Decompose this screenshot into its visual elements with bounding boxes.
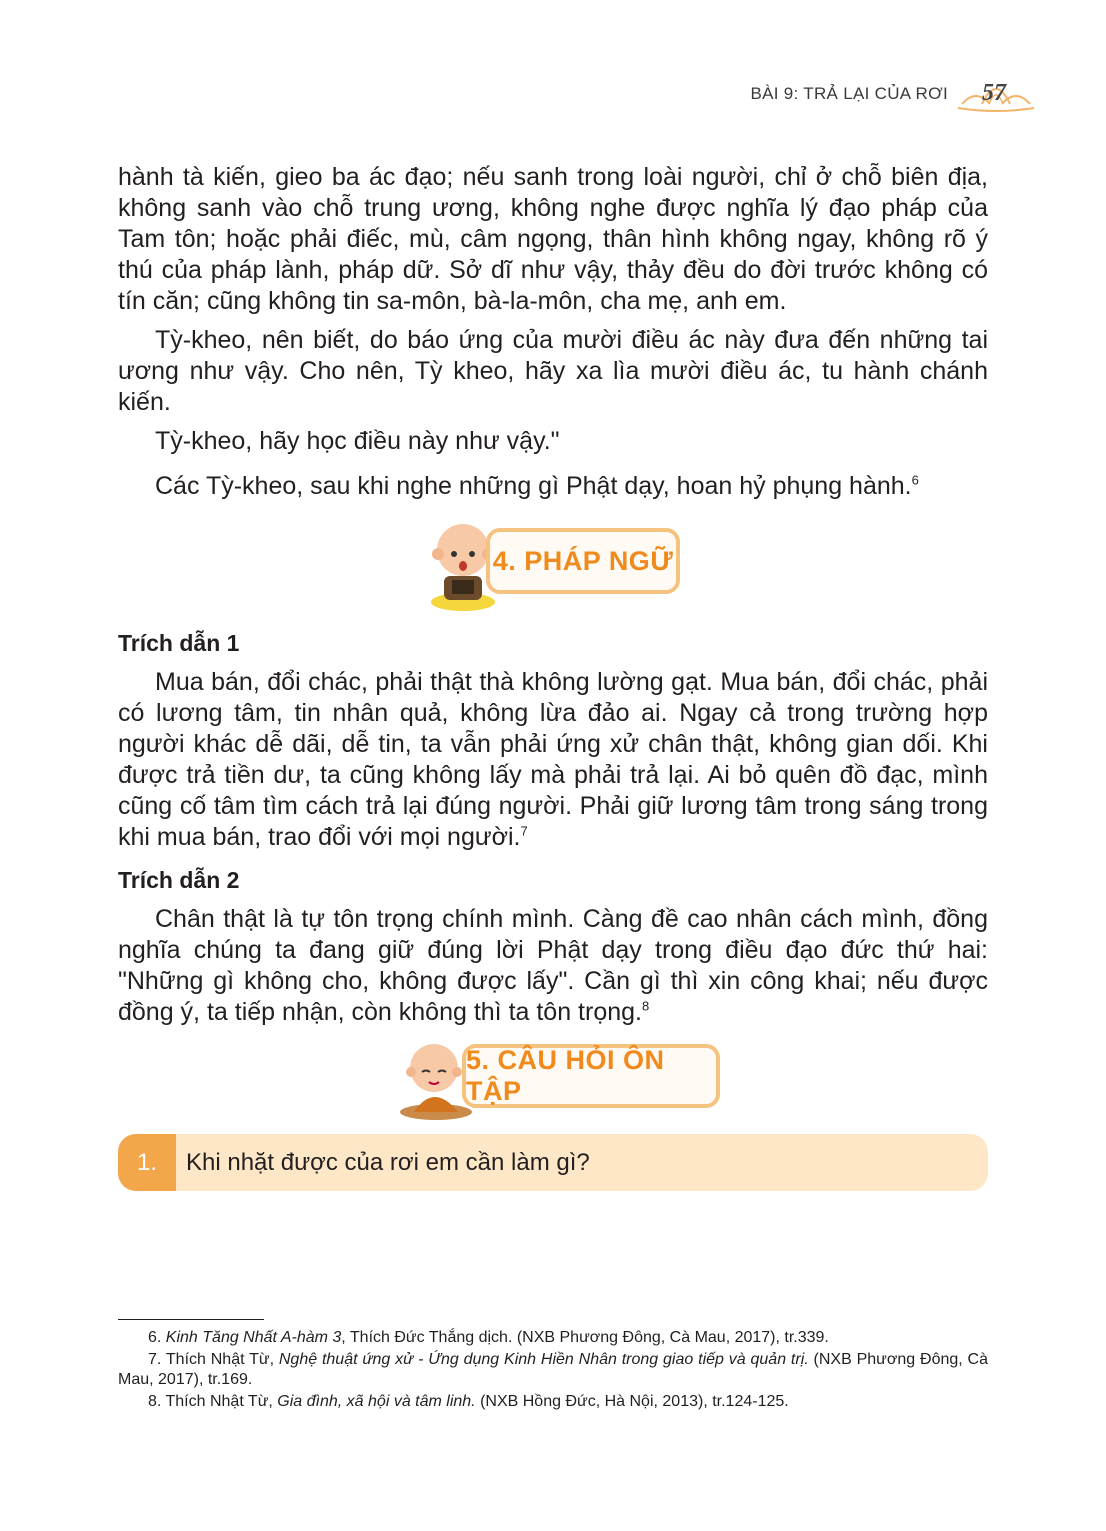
quote-title: Trích dẫn 2 <box>118 867 240 893</box>
footnote-6 <box>118 1328 988 1348</box>
quote-title: Trích dẫn 1 <box>118 630 240 656</box>
footnote-8 <box>118 1392 988 1412</box>
page-header <box>750 74 1036 114</box>
footnote-prefix: 8. Thích Nhật Từ, <box>148 1393 278 1410</box>
section-banner-box <box>486 528 680 594</box>
paragraph: Tỳ-kheo, hãy học điều này như vậy." <box>155 427 560 455</box>
question-item <box>118 1134 988 1191</box>
question-number: 1. <box>118 1134 176 1191</box>
quote-body: Mua bán, đổi chác, phải thật thà không lường gạt. Mua bán, đổi chác, phải có lương tâm, tin nhân quả, không lừa đảo ai. Ngay cả trong trường hợp người khác dễ dãi, dễ tin, ta vẫn phải ứng xử chân thật, không gian dối. Khi được trả tiền dư, ta cũng không lấy mà phải trả lại. Ai bỏ quên đồ đạc, mình cũng cố tâm tìm cách trả lại đúng người. Phải giữ lương tâm trong sáng trong khi mua bán, trao đổi với mọi người. <box>118 668 988 851</box>
lotus-icon <box>956 74 1036 114</box>
footnote-title: Nghệ thuật ứng xử - Ứng dụng Kinh Hiền Nhân trong giao tiếp và quản trị. <box>278 1351 809 1368</box>
footnote-title: Gia đình, xã hội và tâm linh. <box>277 1393 476 1410</box>
section-banner-phap-ngu <box>118 516 988 616</box>
footnotes <box>118 1319 988 1414</box>
paragraph-text: Các Tỳ-kheo, sau khi nghe những gì Phật dạy, hoan hỷ phụng hành. <box>155 472 912 500</box>
page-number: 57 <box>982 80 1006 106</box>
main-content <box>118 162 988 1191</box>
footnote-prefix: 7. Thích Nhật Từ, <box>148 1351 279 1368</box>
footnote-7 <box>118 1350 988 1390</box>
quote-text <box>118 667 988 853</box>
question-text: Khi nhặt được của rơi em cần làm gì? <box>186 1148 590 1176</box>
footnote-rest: , Thích Đức Thắng dịch. (NXB Phương Đông, Cà Mau, 2017), tr.339. <box>341 1329 829 1346</box>
section-banner-box <box>462 1044 720 1108</box>
footnote-ref: 8 <box>642 998 650 1014</box>
section-title: 4. PHÁP NGỮ <box>492 545 674 576</box>
footnote-ref: 7 <box>520 823 528 839</box>
footnote-prefix: 6. <box>148 1329 166 1346</box>
paragraph: hành tà kiến, gieo ba ác đạo; nếu sanh trong loài người, chỉ ở chỗ biên địa, không sanh vào chỗ trung ương, không nghe được nghĩa lý đạo pháp của Tam tôn; hoặc phải điếc, mù, câm ngọng, thân hình không ngay, không rõ ý thú của pháp lành, pháp dữ. Sở dĩ như vậy, thảy đều do đời trước không có tín căn; cũng không tin sa-môn, bà-la-môn, cha mẹ, anh em. <box>118 163 988 315</box>
footnote-ref: 6 <box>911 472 919 488</box>
section-banner-cau-hoi <box>118 1038 988 1120</box>
section-title: 5. CÂU HỎI ÔN TẬP <box>466 1045 665 1106</box>
quote-text <box>118 904 988 1028</box>
quote-body: Chân thật là tự tôn trọng chính mình. Càng đề cao nhân cách mình, đồng nghĩa chúng ta đang giữ đúng lời Phật dạy trong điều đạo đức thứ hai: "Những gì không cho, không được lấy". Cần gì thì xin công khai; nếu được đồng ý, ta tiếp nhận, còn không thì ta tôn trọng. <box>118 905 988 1026</box>
chapter-title: BÀI 9: TRẢ LẠI CỦA RƠI <box>750 84 948 103</box>
footnote-title: Kinh Tăng Nhất A-hàm 3 <box>165 1329 342 1346</box>
footnote-divider <box>118 1319 264 1320</box>
paragraph <box>118 471 988 502</box>
paragraph: Tỳ-kheo, nên biết, do báo ứng của mười điều ác này đưa đến những tai ương như vậy. Cho nên, Tỳ kheo, hãy xa lìa mười điều ác, tu hành chánh kiến. <box>118 326 988 416</box>
footnote-rest: (NXB Phương Đông, Cà Mau, 2017), tr.169. <box>118 1351 988 1388</box>
footnote-rest: (NXB Hồng Đức, Hà Nội, 2013), tr.124-125. <box>475 1393 789 1410</box>
